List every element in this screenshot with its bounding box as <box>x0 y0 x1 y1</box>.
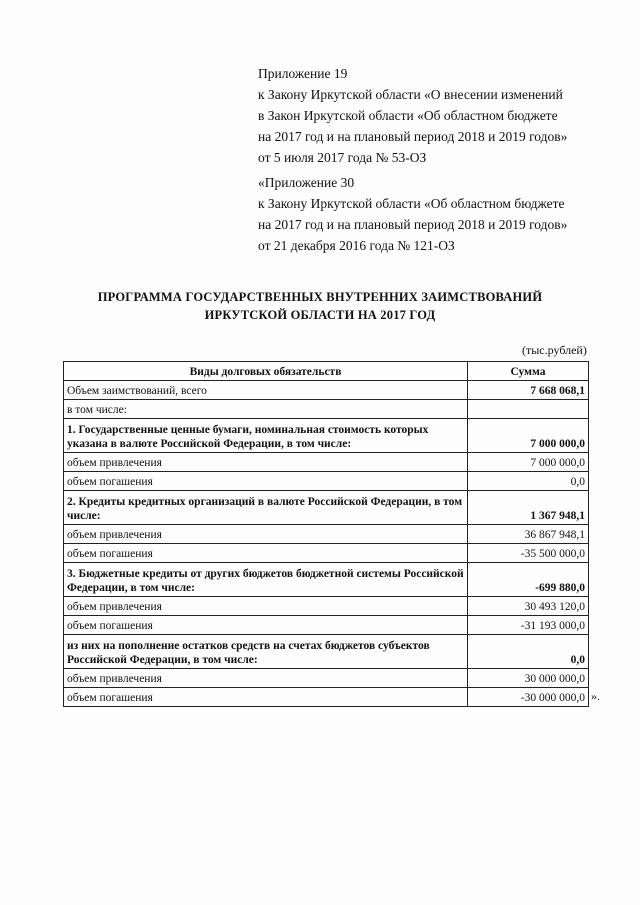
header-name: Виды долговых обязательств <box>64 362 468 381</box>
closing-quote-mark: ». <box>591 689 600 703</box>
units-label: (тыс.рублей) <box>522 343 587 357</box>
appendix-line: от 5 июля 2017 года № 53-ОЗ <box>258 150 427 165</box>
header-sum: Сумма <box>468 362 589 381</box>
table-row <box>64 669 589 688</box>
row-sum: 7 668 068,1 <box>468 381 589 400</box>
row-name: в том числе: <box>64 400 468 419</box>
table-row <box>64 544 589 563</box>
appendix-line: на 2017 год и на плановый период 2018 и 2019 годов» <box>258 217 568 232</box>
appendix-line: к Закону Иркутской области «Об областном бюджете <box>258 196 565 211</box>
appendix-19-block <box>258 63 567 168</box>
row-sum <box>468 400 589 419</box>
title-line-2: ИРКУТСКОЙ ОБЛАСТИ НА 2017 ГОД <box>204 308 436 322</box>
row-name: объем погашения <box>64 616 468 635</box>
table-row <box>64 635 589 669</box>
row-sum: 36 867 948,1 <box>468 525 589 544</box>
row-name: объем погашения <box>64 472 468 491</box>
row-name: объем погашения <box>64 688 468 707</box>
row-name: 3. Бюджетные кредиты от других бюджетов бюджетной системы Российской Федерации, в том числе: <box>64 563 468 597</box>
table-row <box>64 381 589 400</box>
row-sum: 30 000 000,0 <box>468 669 589 688</box>
table-row <box>64 400 589 419</box>
row-name: 1. Государственные ценные бумаги, номинальная стоимость которых указана в валюте Российской Федерации, в том числе: <box>64 419 468 453</box>
title-line-1: ПРОГРАММА ГОСУДАРСТВЕННЫХ ВНУТРЕННИХ ЗАИМСТВОВАНИЙ <box>97 290 543 304</box>
row-name: объем привлечения <box>64 525 468 544</box>
document-title <box>60 288 580 324</box>
row-name: Объем заимствований, всего <box>64 381 468 400</box>
row-sum: 7 000 000,0 <box>468 419 589 453</box>
row-name: объем погашения <box>64 544 468 563</box>
appendix-line: Приложение 19 <box>258 66 348 81</box>
row-name: объем привлечения <box>64 453 468 472</box>
appendix-line: на 2017 год и на плановый период 2018 и 2019 годов» <box>258 129 568 144</box>
appendix-line: в Закон Иркутской области «Об областном бюджете <box>258 108 558 123</box>
table-row <box>64 453 589 472</box>
table-row <box>64 472 589 491</box>
row-sum: 0,0 <box>468 635 589 669</box>
table-row <box>64 688 589 707</box>
table-row <box>64 563 589 597</box>
row-name: из них на пополнение остатков средств на счетах бюджетов субъектов Российской Федерации, в том числе: <box>64 635 468 669</box>
appendix-line: от 21 декабря 2016 года № 121-ОЗ <box>258 238 455 253</box>
table-row <box>64 525 589 544</box>
row-sum: -699 880,0 <box>468 563 589 597</box>
row-sum: -35 500 000,0 <box>468 544 589 563</box>
row-sum: 7 000 000,0 <box>468 453 589 472</box>
row-name: объем привлечения <box>64 669 468 688</box>
table-header-row <box>64 362 589 381</box>
row-sum: 1 367 948,1 <box>468 491 589 525</box>
row-name: объем привлечения <box>64 597 468 616</box>
row-sum: -31 193 000,0 <box>468 616 589 635</box>
appendix-line: «Приложение 30 <box>258 175 355 190</box>
appendix-30-block <box>258 172 567 256</box>
row-sum: 30 493 120,0 <box>468 597 589 616</box>
appendix-line: к Закону Иркутской области «О внесении изменений <box>258 87 563 102</box>
borrowing-table <box>63 361 589 707</box>
table-row <box>64 597 589 616</box>
table-row <box>64 616 589 635</box>
row-name: 2. Кредиты кредитных организаций в валюте Российской Федерации, в том числе: <box>64 491 468 525</box>
table-row <box>64 419 589 453</box>
table-row <box>64 491 589 525</box>
row-sum: 0,0 <box>468 472 589 491</box>
row-sum: -30 000 000,0 <box>468 688 589 707</box>
